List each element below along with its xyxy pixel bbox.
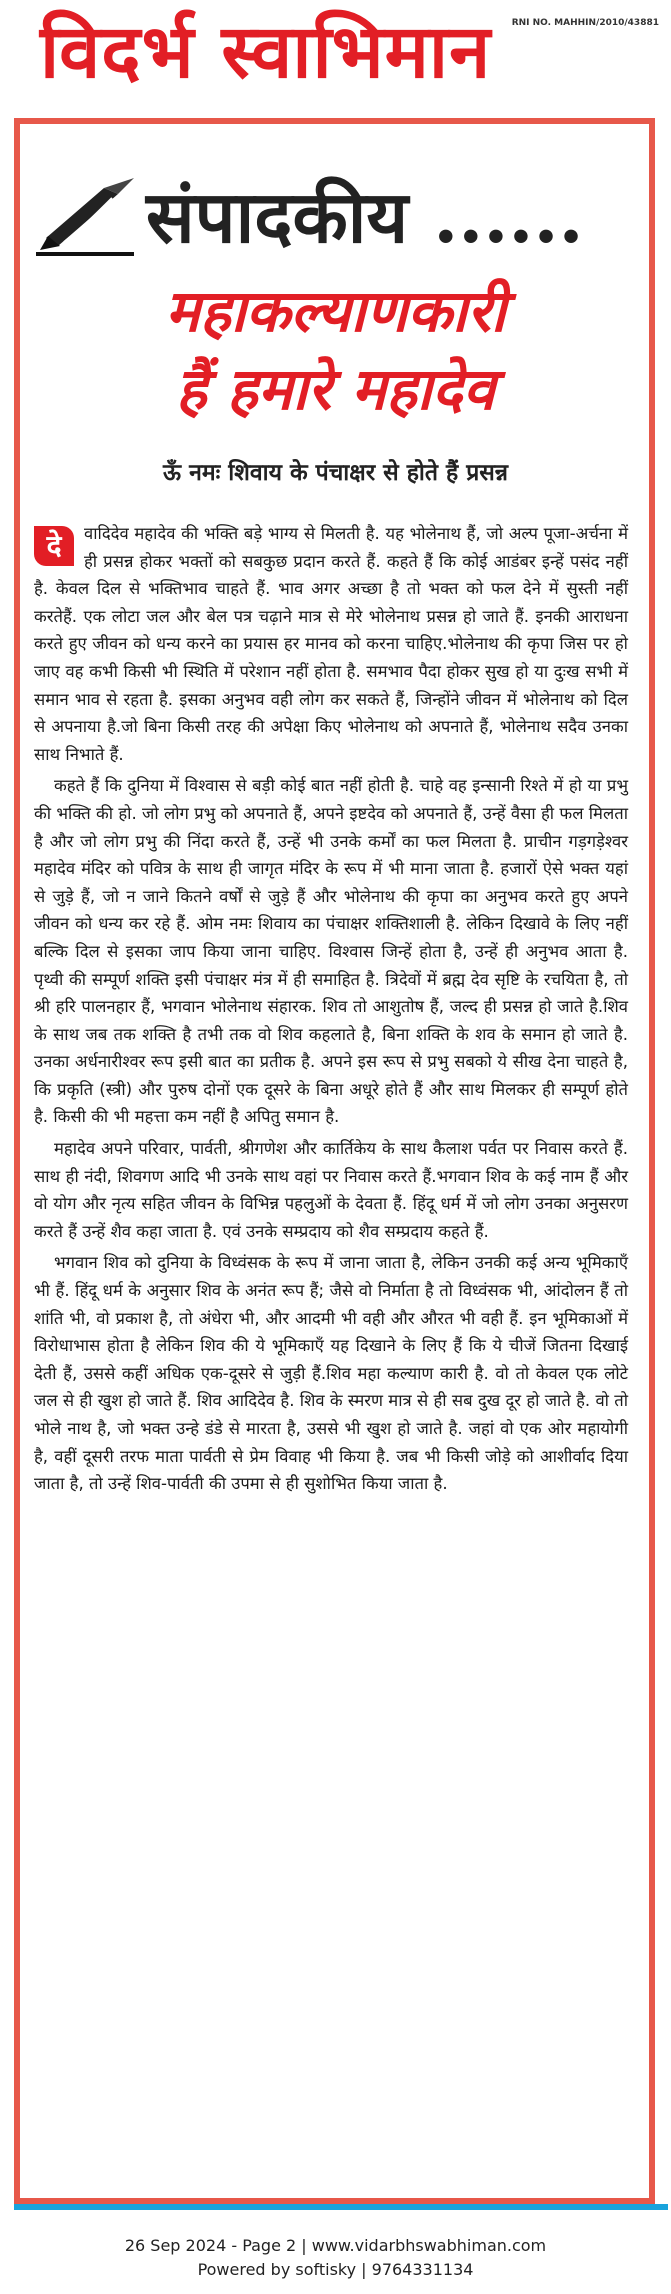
editorial-banner [34,170,644,270]
masthead [0,0,671,112]
rni-number: RNI NO. MAHHIN/2010/43881 [511,18,659,28]
headline-line-2: हैं हमारे महादेव [176,355,495,423]
quill-pen-icon [34,176,144,258]
subheadline: ऊँ नमः शिवाय के पंचाक्षर से होते हैं प्रसन्न [163,460,508,486]
frame-shadow [14,2204,668,2210]
headline-line-1: महाकल्याणकारी [165,277,506,345]
article-paragraph-3: महादेव अपने परिवार, पार्वती, श्रीगणेश और कार्तिकेय के साथ कैलाश पर्वत पर निवास करते हैं. साथ ही नंदी, शिवगण आदि भी उनके साथ वहां पर निवास करते हैं.भगवान शिव के कई नाम हैं और वो योग और नृत्य सहित जीवन के विभिन्न पहलुओं के देवता हैं. हिंदू धर्म में जो लोग उनका अनुसरण करते हैं उन्हें शैव कहा जाता है. एवं उनके सम्प्रदाय को शैव सम्प्रदाय कहते हैं. [34,1139,628,1241]
newspaper-title: विदर्भ स्वाभिमान [40,9,492,95]
page-footer [0,2234,671,2282]
article-paragraph-1 [34,520,628,768]
headline [30,272,641,428]
paragraph-text: वादिदेव महादेव की भक्ति बड़े भाग्य से मिलती है. यह भोलेनाथ हैं, जो अल्प पूजा-अर्चना में ही प्रसन्न होकर भक्तों को सबकुछ प्रदान करते हैं. कहते हैं कि कोई आडंबर इन्हें पसंद नहीं है. केवल दिल से भक्तिभाव चाहते हैं. भाव अगर अच्छा है तो भक्त को फल देने में सुस्ती नहीं करतेहैं. एक लोटा जल और बेल पत्र चढ़ाने मात्र से मेरे भोलेनाथ प्रसन्न हो जाते हैं. इनकी आराधना करते हुए जीवन को धन्य करने का प्रयास हर मानव को करना चाहिए.भोलेनाथ की कृपा जिस पर हो जाए वह कभी किसी भी स्थिति में परेशान नहीं होता है. समभाव पैदा होकर सुख हो या दुःख सभी में समान भाव से रहता है. इसका अनुभव वही लोग कर सकते हैं, जिन्होंने जीवन में भोलेनाथ को दिल से अपनाया है.जो बिना किसी तरह की अपेक्षा किए भोलेनाथ को अपनाते हैं, भोलेनाथ सदैव उनका साथ निभाते हैं. [34,524,628,764]
dropcap: दे [34,526,74,566]
article-paragraph-4: भगवान शिव को दुनिया के विध्वंसक के रूप में जाना जाता है, लेकिन उनकी कई अन्य भूमिकाएँ भी हैं. हिंदू धर्म के अनुसार शिव के अनंत रूप हैं; जैसे वो निर्माता है तो विध्वंसक भी, आंदोलन हैं तो शांति भी, वो प्रकाश है, तो अंधेरा भी, और आदमी भी वही और औरत भी वही हैं. इन भूमिकाओं में विरोधाभास होता है लेकिन शिव की ये भूमिकाएँ यह दिखाने के लिए हैं कि ये चीजें जितना दिखाई देती हैं, उससे कहीं अधिक एक-दूसरे से जुड़ी हैं.शिव महा कल्याण कारी है. वो तो केवल एक लोटे जल से ही खुश हो जाते हैं. शिव आदिदेव है. शिव के स्मरण मात्र से ही सब दुख दूर हो जाते है. वो तो भोले नाथ है, जो भक्त उन्हे डंडे से मारता है, उससे भी खुश हो जाते है. जहां वो एक ओर महायोगी है, वहीं दूसरी तरफ माता पार्वती से प्रेम विवाह भी किया है. जब भी किसी जोड़े को आशीर्वाद दिया जाता है, तो उन्हें शिव-पार्वती की उपमा से ही सुशोभित किया जाता है. [34,1253,628,1494]
footer-date-page: 26 Sep 2024 - Page 2 | www.vidarbhswabhiman.com [124,2236,547,2255]
footer-powered-by: Powered by softisky | 9764331134 [197,2260,474,2279]
editorial-label: संपादकीय ...... [146,174,584,259]
article-body [34,520,628,1502]
article-paragraph-2: कहते हैं कि दुनिया में विश्वास से बड़ी कोई बात नहीं होती है. चाहे वह इन्सानी रिश्ते में हो या प्रभु की भक्ति की हो. जो लोग प्रभु को अपनाते हैं, अपने इष्टदेव को अपनाते हैं, उन्हें वैसा ही फल मिलता है और जो लोग प्रभु की निंदा करते हैं, उन्हें भी उनके कर्मों का फल मिलता है. प्राचीन गड़गड़ेश्वर महादेव मंदिर को पवित्र के साथ ही जागृत मंदिर के रूप में भी माना जाता है. हजारों ऐसे भक्त यहां से जुड़े हैं, जो न जाने कितने वर्षों से जुड़े हैं और भोलेनाथ की कृपा का अनुभव करते हुए अपने जीवन को धन्य कर रहे हैं. ओम नमः शिवाय का पंचाक्षर शक्तिशाली है. लेकिन दिखावे के लिए नहीं बल्कि दिल से इसका जाप किया जाना चाहिए. विश्वास जिन्हें होता है, उन्हें ही अनुभव आता है. पृथ्वी की सम्पूर्ण शक्ति इसी पंचाक्षर मंत्र में ही समाहित है. त्रिदेवों में ब्रह्म देव सृष्टि के रचयिता है, तो श्री हरि पालनहार हैं, भगवान भोलेनाथ संहारक. शिव तो आशुतोष हैं, जल्द ही प्रसन्न हो जाते है.शिव के साथ जब तक शक्ति है तभी तक वो शिव कहलाते है, बिना शक्ति के शव के समान हो जाते है. उनका अर्धनारीश्वर रूप इसी बात का प्रतीक है. अपने इस रूप से प्रभु सबको ये सीख देना चाहते है, कि प्रकृति (स्त्री) और पुरुष दोनों एक दूसरे के बिना अधूरे होते हैं और साथ मिलकर ही सम्पूर्ण होते है. किसी की भी महत्ता कम नहीं है अपितु समान है. [34,776,628,1127]
